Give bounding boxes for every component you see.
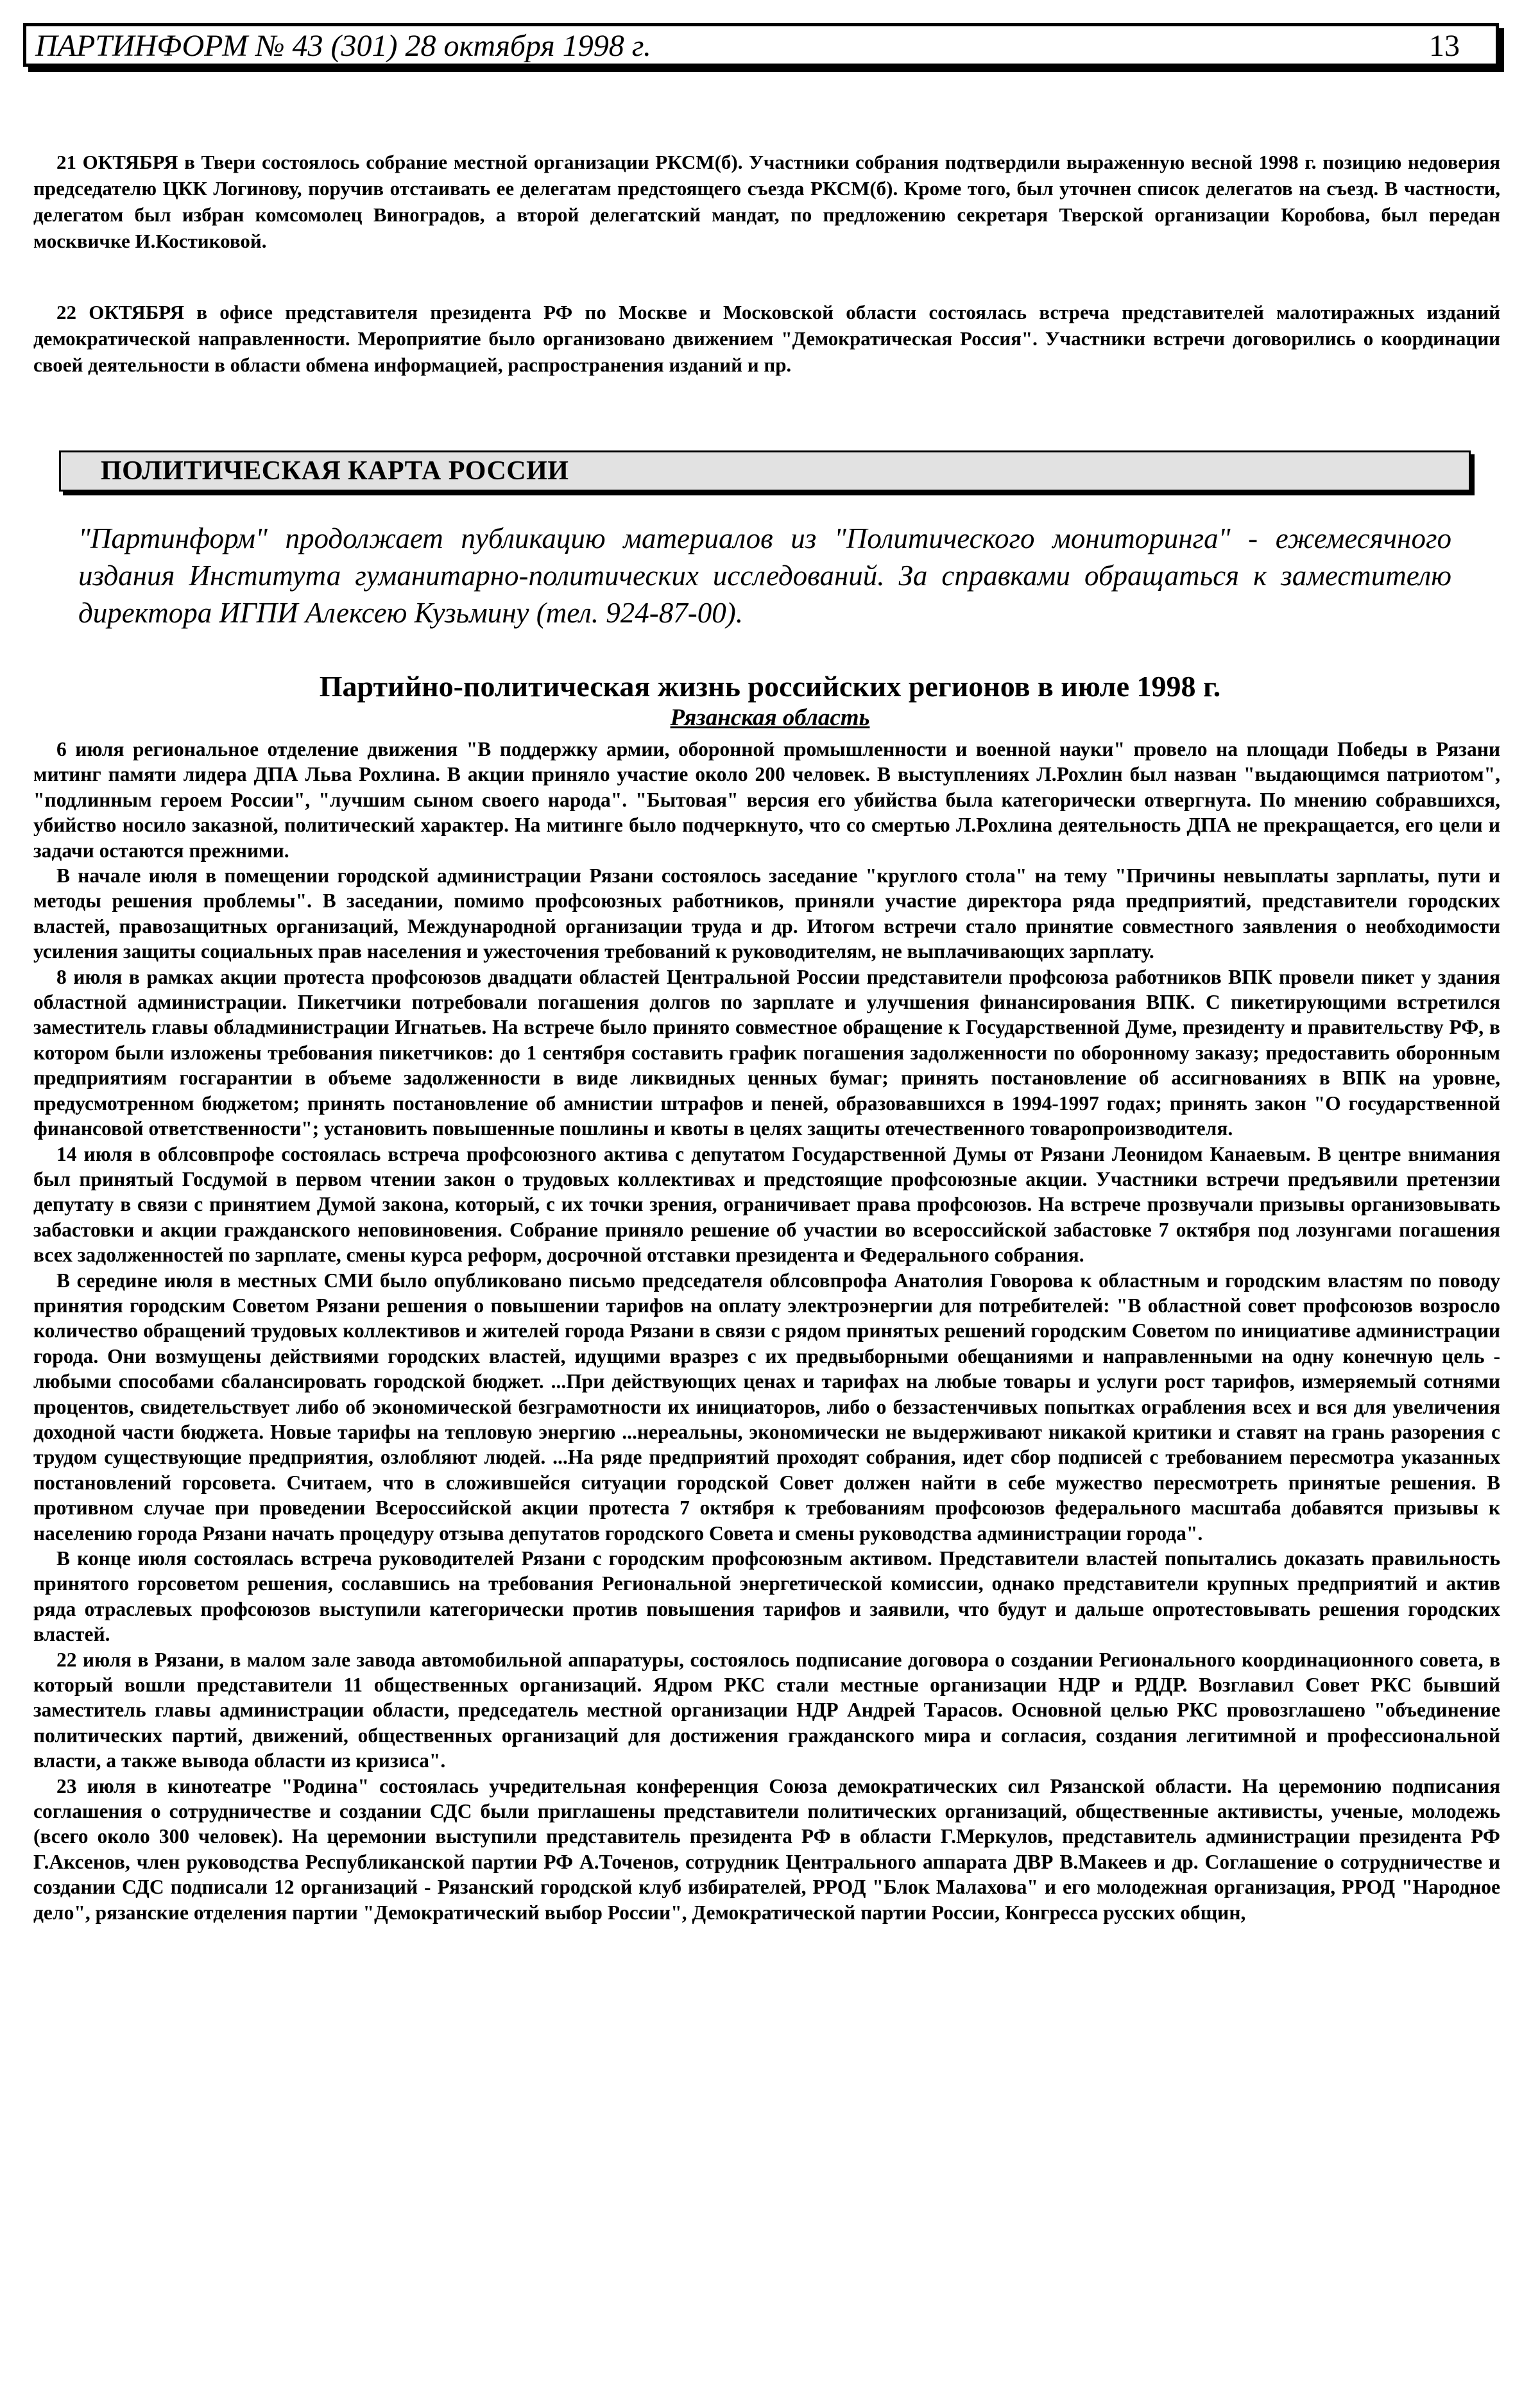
- article-paragraph: В начале июля в помещении городской администрации Рязани состоялось заседание "круглого стола" на тему "Причины невыплаты зарплаты, пути и методы решения проблемы". В заседании, помимо профсоюзных работников, приняли участие директора ряда предприятий, представители городских властей, правозащитных организаций, Международной организации труда и др. Итогом встречи стало принятие совместного заявления о необходимости усиления защиты социальных прав населения и ужесточения требований к руководителям, не выплачивающих зарплату.: [33, 864, 1500, 963]
- chronicle-item-oct22: [33, 299, 1500, 378]
- article-paragraph: 14 июля в облсовпрофе состоялась встреча профсоюзного актива с депутатом Государственной Думы от Рязани Леонидом Канаевым. В центре внимания был принятый Госдумой в первом чтении закон о трудовых коллективах и предстоящие профсоюзные акции. Участники встречи предъявили претензии депутату в связи с принятием Думой закона, который, с их точки зрения, ограничивает права профсоюзов. На встрече прозвучали призывы организовывать забастовки и акции гражданского неповиновения. Собрание приняло решение об участии во всероссийской забастовке 7 октября под лозунгами погашения всех задолженностей по зарплате, смены курса реформ, досрочной отставки президента и Федерального собрания.: [33, 1142, 1500, 1267]
- section-intro: "Партинформ" продолжает публикацию материалов из "Политического мониторинга" - ежемесячного издания Института гуманитарно-политических исследований. За справками обращаться к заместителю директора ИГПИ Алексею Кузьмину (тел. 924-87-00).: [78, 522, 1451, 629]
- article-paragraph: В середине июля в местных СМИ было опубликовано письмо председателя облсовпрофа Анатолия Говорова к областным и городским властям по поводу принятия городским Советом Рязани решения о повышении тарифов на оплату электроэнергии для потребителей: "В областной совет профсоюзов возросло количество обращений трудовых коллективов и жителей города Рязани в связи с рядом принятых решений городским Советом по инициативе администрации города. Они возмущены действиями городских властей, идущими вразрез с их предвыборными обещаниями и направленными на одну конечную цель - любыми способами сбалансировать городской бюджет. ...При действующих ценах и тарифах на любые товары и услуги рост тарифов, измеряемый сотнями процентов, свидетельствует либо об экономической безграмотности их инициаторов, либо о беззастенчивых попытках ограбления всех и вся для увеличения доходной части бюджета. Новые тарифы на тепловую энергию ...нереальны, экономически не выдерживают никакой критики и ставят на грань разорения с трудом существующие предприятия, озлобляют людей. ...На ряде предприятий проходят собрания, идет сбор подписей с требованием пересмотра указанных постановлений горсовета. Считаем, что в сложившейся ситуации городской Совет должен найти в себе мужество пересмотреть принятые решения. В противном случае при проведении Всероссийской акции протеста 7 октября к требованиям профсоюзов федерального масштаба добавятся призывы к населению города Рязани начать процедуру отзыва депутатов городского Совета и смены руководства администрации города".: [33, 1269, 1500, 1545]
- article-paragraph: 8 июля в рамках акции протеста профсоюзов двадцати областей Центральной России представители профсоюза работников ВПК провели пикет у здания областной администрации. Пикетчики потребовали погашения долгов по зарплате и улучшения финансирования ВПК. С пикетирующими встретился заместитель главы обладминистрации Игнатьев. На встрече было принято совместное обращение к Государственной Думе, президенту и правительству РФ, в котором были изложены требования пикетчиков: до 1 сентября составить график погашения задолженности по оборонному заказу; предоставить оборонным предприятиям госгарантии в объеме задолженности в виде ликвидных ценных бумаг; принять постановление об ассигнованиях в ВПК на уровне, предусмотренном бюджетом; принять постановление об амнистии штрафов и пеней, образовавшихся в 1994-1997 годах; принять закон "О государственной финансовой ответственности"; установить повышенные пошлины и квоты в целях защиты отечественного товаропроизводителя.: [33, 965, 1500, 1140]
- chronicle-paragraph: 21 ОКТЯБРЯ в Твери состоялось собрание местной организации РКСМ(б). Участники собрания подтвердили выраженную весной 1998 г. позицию недоверия председателю ЦКК Логинову, поручив отстаивать ее делегатам предстоящего съезда РКСМ(б). Кроме того, был уточнен список делегатов на съезд. В частности, делегатом был избран комсомолец Виноградов, а второй делегатский мандат, по предложению секретаря Тверской организации Коробова, был передан москвичке И.Костиковой.: [33, 151, 1500, 252]
- chronicle-paragraph: 22 ОКТЯБРЯ в офисе представителя президента РФ по Москве и Московской области состоялась встреча представителей малотиражных изданий демократической направленности. Мероприятие было организовано движением "Демократическая Россия". Участники встречи договорились о координации своей деятельности в области обмена информацией, распространения изданий и пр.: [33, 301, 1500, 376]
- article-paragraph: 6 июля региональное отделение движения "В поддержку армии, оборонной промышленности и военной науки" провело на площади Победы в Рязани митинг памяти лидера ДПА Льва Рохлина. В акции приняло участие около 200 человек. В выступлениях Л.Рохлин был назван "выдающимся патриотом", "подлинным героем России", "лучшим сыном своего народа". "Бытовая" версия его убийства была категорически отвергнута. По мнению собравшихся, убийство носило заказной, политический характер. На митинге было подчеркнуто, что со смертью Л.Рохлина деятельность ДПА не прекращается, его цели и задачи остаются прежними.: [33, 738, 1500, 862]
- page-number: 13: [1429, 29, 1460, 63]
- header-title: ПАРТИНФОРМ № 43 (301) 28 октября 1998 г.: [35, 29, 651, 63]
- article-paragraph: 22 июля в Рязани, в малом зале завода автомобильной аппаратуры, состоялось подписание договора о создании Регионального координационного совета, в который вошли представители 11 общественных организаций. Ядром РКС стали местные организации НДР и РДДР. Возглавил Совет РКС бывший заместитель главы администрации области, председатель местной организации НДР Андрей Тарасов. Основной целью РКС провозглашено "объединение политических партий, движений, общественных организаций для достижения гражданского мира и согласия, создания легитимной и профессиональной власти, а также вывода области из кризиса".: [33, 1648, 1500, 1772]
- section-banner: ПОЛИТИЧЕСКАЯ КАРТА РОССИИ: [59, 450, 1471, 492]
- article-body: [33, 737, 1500, 1925]
- article-paragraph: 23 июля в кинотеатре "Родина" состоялась учредительная конференция Союза демократических сил Рязанской области. На церемонию подписания соглашения о сотрудничестве и создании СДС были приглашены представители политических организаций, общественные активисты, ученые, молодежь (всего около 300 человек). На церемонии выступили представитель президента РФ в области Г.Меркулов, представитель администрации президента РФ Г.Аксенов, член руководства Республиканской партии РФ А.Точенов, сотрудник Центрального аппарата ДВР В.Макеев и др. Соглашение о сотрудничестве и создании СДС подписали 12 организаций - Рязанский городской клуб избирателей, РРОД "Блок Малахова" и его молодежная организация, РРОД "Народное дело", рязанские отделения партии "Демократический выбор России", Демократической партии России, Конгресса русских общин,: [33, 1774, 1500, 1924]
- article-paragraph: В конце июля состоялась встреча руководителей Рязани с городским профсоюзным активом. Представители властей попытались доказать правильность принятого горсоветом решения, сославшись на требования Региональной энергетической комиссии, однако представители крупных предприятий и актив ряда отраслевых профсоюзов выступили категорически против повышения тарифов и заявили, что будут и дальше опротестовывать решения городских властей.: [33, 1547, 1500, 1646]
- chronicle-item-oct21: [33, 149, 1500, 254]
- article-title: Партийно-политическая жизнь российских регионов в июле 1998 г.: [319, 670, 1221, 703]
- running-header: [23, 23, 1499, 67]
- region-heading: Рязанская область: [670, 705, 870, 731]
